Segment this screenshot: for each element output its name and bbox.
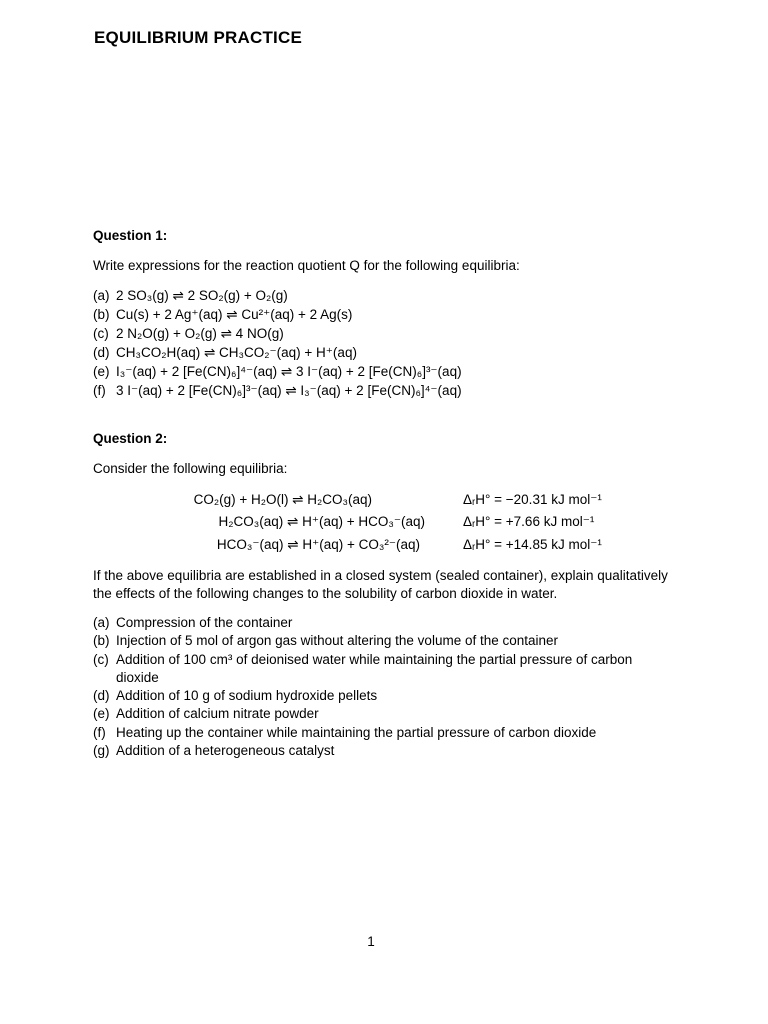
list-item (93, 324, 693, 343)
list-item (93, 724, 673, 742)
equilibrium-row (90, 535, 420, 555)
list-item (93, 651, 673, 688)
item-label: (a) (93, 288, 110, 303)
list-item (93, 742, 673, 760)
list-item (93, 381, 693, 400)
item-text: Compression of the container (116, 615, 293, 630)
item-text: Addition of 100 cm³ of deionised water while maintaining the partial pressure of carbon dioxide (116, 651, 633, 685)
item-label: (c) (93, 326, 109, 341)
item-text: Heating up the container while maintaining the partial pressure of carbon dioxide (116, 724, 597, 740)
item-text: Injection of 5 mol of argon gas without altering the volume of the container (116, 633, 559, 649)
question-2-explain: If the above equilibria are established in a closed system (sealed container), explain qualitatively the effects of the following changes to the solubility of carbon dioxide in water. (93, 568, 668, 601)
item-label: (b) (93, 307, 110, 322)
item-label: (g) (93, 743, 110, 759)
item-label: (e) (93, 364, 110, 379)
equilibrium-row (90, 490, 372, 510)
item-label: (f) (93, 383, 106, 398)
question-2-intro: Consider the following equilibria: (93, 461, 288, 476)
list-item (93, 687, 673, 705)
question-2-heading: Question 2: (93, 431, 168, 446)
item-label: (f) (93, 724, 106, 740)
item-label: (a) (93, 615, 110, 630)
question-1-intro: Write expressions for the reaction quotient Q for the following equilibria: (93, 258, 520, 273)
item-text: 2 N₂O(g) + O₂(g) ⇌ 4 NO(g) (116, 326, 284, 341)
list-item (93, 305, 693, 324)
item-label: (c) (93, 651, 109, 667)
item-text: 3 I⁻(aq) + 2 [Fe(CN)₆]³⁻(aq) ⇌ I₃⁻(aq) + 2 [Fe(CN)₆]⁴⁻(aq) (116, 383, 462, 398)
list-item (93, 632, 673, 650)
question-1-list (93, 286, 693, 400)
list-item (93, 362, 693, 381)
item-label: (d) (93, 688, 110, 704)
item-text: Addition of a heterogeneous catalyst (116, 743, 335, 759)
item-text: Addition of calcium nitrate powder (116, 706, 319, 722)
equilibrium-equation: H₂CO₃(aq) ⇌ H⁺(aq) + HCO₃⁻(aq) (218, 514, 425, 529)
list-item (93, 343, 693, 362)
item-label: (e) (93, 706, 110, 722)
list-item (93, 705, 673, 723)
item-text: CH₃CO₂H(aq) ⇌ CH₃CO₂⁻(aq) + H⁺(aq) (116, 345, 357, 360)
item-label: (b) (93, 633, 110, 649)
list-item (93, 286, 693, 305)
item-text: Addition of 10 g of sodium hydroxide pellets (116, 688, 378, 704)
equilibrium-equation: HCO₃⁻(aq) ⇌ H⁺(aq) + CO₃²⁻(aq) (216, 537, 420, 552)
page-number: 1 (367, 934, 375, 949)
item-text: Cu(s) + 2 Ag⁺(aq) ⇌ Cu²⁺(aq) + 2 Ag(s) (116, 307, 353, 322)
enthalpy-value: ΔᵣH° = +14.85 kJ mol⁻¹ (463, 537, 602, 552)
enthalpy-value: ΔᵣH° = −20.31 kJ mol⁻¹ (463, 492, 602, 507)
equilibrium-row (90, 512, 425, 532)
question-1-heading: Question 1: (93, 228, 168, 243)
list-item (93, 614, 673, 632)
equilibrium-equation: CO₂(g) + H₂O(l) ⇌ H₂CO₃(aq) (193, 492, 372, 507)
item-text: I₃⁻(aq) + 2 [Fe(CN)₆]⁴⁻(aq) ⇌ 3 I⁻(aq) + 2 [Fe(CN)₆]³⁻(aq) (116, 364, 462, 379)
question-2-list (93, 614, 673, 760)
item-label: (d) (93, 345, 110, 360)
item-text: 2 SO₃(g) ⇌ 2 SO₂(g) + O₂(g) (116, 288, 288, 303)
enthalpy-value: ΔᵣH° = +7.66 kJ mol⁻¹ (463, 514, 595, 529)
document-title: EQUILIBRIUM PRACTICE (94, 28, 302, 47)
